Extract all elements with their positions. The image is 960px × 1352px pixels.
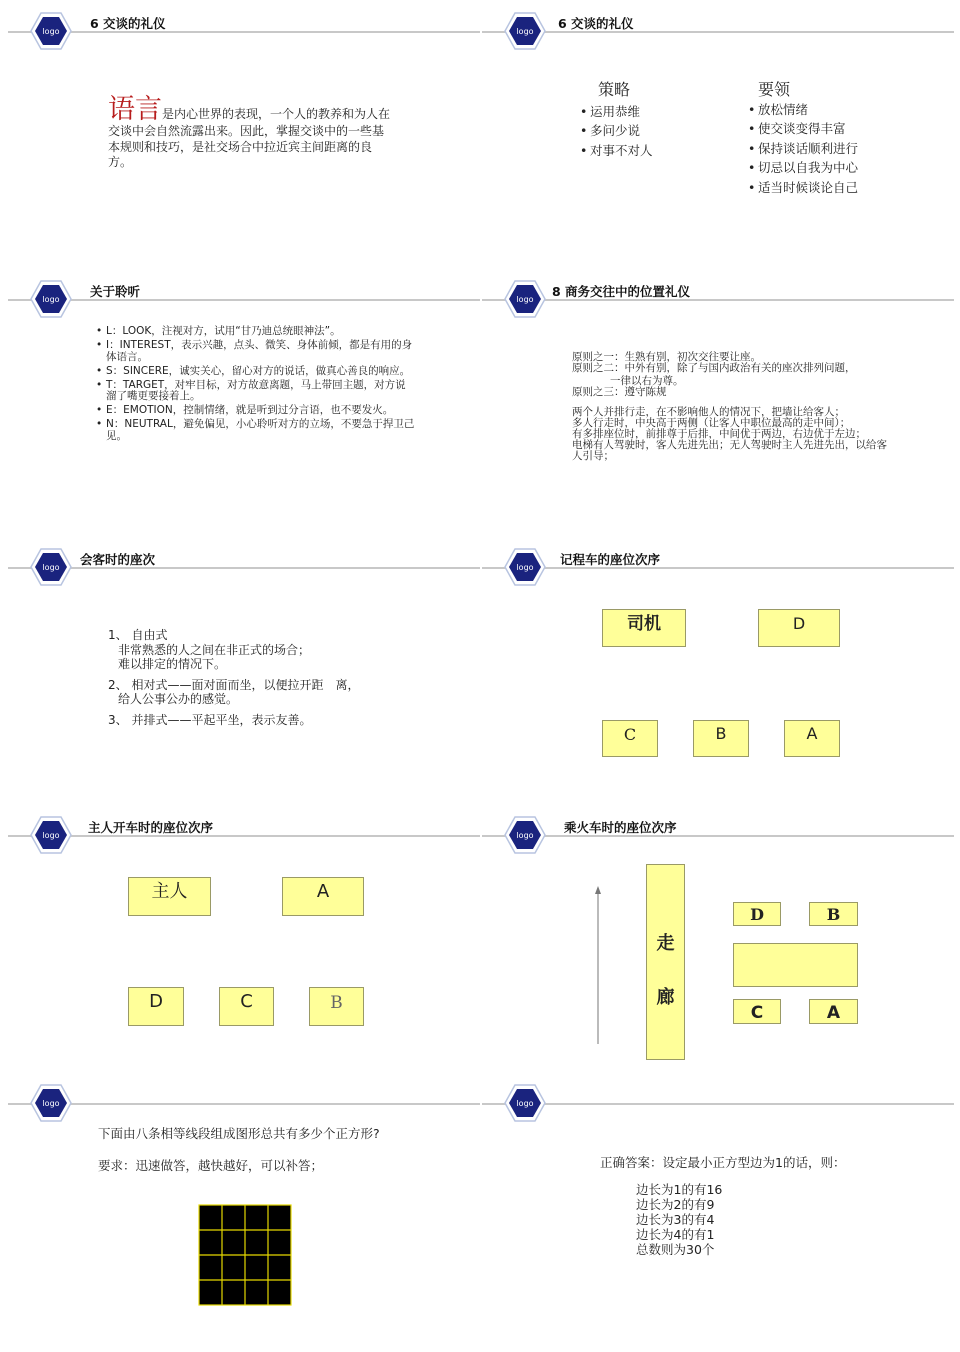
essentials-list bbox=[748, 100, 858, 198]
corridor bbox=[646, 864, 685, 1060]
meeting-seating-text bbox=[108, 628, 418, 727]
direction-arrow-icon bbox=[592, 886, 604, 1046]
header-divider bbox=[8, 31, 480, 33]
logo-badge bbox=[504, 10, 546, 52]
logo-text: logo bbox=[42, 563, 60, 572]
principle-2-cont: 一律以右为尊。 bbox=[610, 375, 684, 387]
list-item: • 多问少说 bbox=[580, 121, 653, 141]
logo-badge bbox=[30, 10, 72, 52]
seat-d: D bbox=[733, 902, 781, 926]
item-1-line-b: 难以排定的情况下。 bbox=[118, 657, 227, 671]
answer-item: 边长为4的有1 bbox=[636, 1227, 715, 1242]
seat-b: B bbox=[693, 720, 749, 757]
answer-list bbox=[636, 1182, 722, 1257]
slide-title: 主人开车时的座位次序 bbox=[88, 820, 214, 835]
seat-d: D bbox=[128, 987, 184, 1026]
answer-item: 边长为2的有9 bbox=[636, 1197, 715, 1212]
principle-2: 原则之二：中外有别，除了与国内政治有关的座次排列问题， bbox=[572, 362, 856, 374]
seat-a: A bbox=[809, 999, 858, 1024]
header-divider bbox=[8, 1103, 480, 1105]
list-item: • 保持谈话顺利进行 bbox=[748, 139, 858, 159]
logo-badge bbox=[30, 1082, 72, 1124]
list-item: • 放松情绪 bbox=[748, 100, 858, 120]
essentials-column bbox=[748, 80, 858, 197]
header-divider bbox=[8, 299, 480, 301]
answer-item: 边长为3的有4 bbox=[636, 1212, 715, 1227]
logo-text: logo bbox=[42, 831, 60, 840]
item-3: 3、 并排式——平起平坐，表示友善。 bbox=[108, 712, 312, 727]
puzzle-question: 下面由八条相等线段组成图形总共有多少个正方形? bbox=[98, 1126, 380, 1141]
logo-badge bbox=[30, 278, 72, 320]
list-item: • E：EMOTION，控制情绪，就是听到过分言语，也不要发火。 bbox=[96, 405, 416, 417]
header-divider bbox=[482, 31, 954, 33]
slide-6 bbox=[480, 538, 954, 802]
item-1-line-a: 非常熟悉的人之间在非正式的场合； bbox=[118, 642, 311, 657]
logo-text: logo bbox=[42, 1099, 60, 1108]
header-divider bbox=[8, 835, 480, 837]
slide-7 bbox=[6, 806, 480, 1070]
slide-title: 6 交谈的礼仪 bbox=[558, 16, 634, 31]
list-item: • 对事不对人 bbox=[580, 141, 653, 161]
seat-a: A bbox=[282, 877, 364, 916]
slide-title: 会客时的座次 bbox=[80, 552, 156, 567]
corridor-label-2: 廊 bbox=[656, 987, 675, 1008]
position-etiquette-text bbox=[572, 352, 892, 462]
header-divider bbox=[482, 1103, 954, 1105]
logo-text: logo bbox=[42, 295, 60, 304]
language-paragraph bbox=[108, 96, 394, 171]
square-grid-figure bbox=[198, 1204, 292, 1306]
seat-d: D bbox=[758, 609, 840, 647]
logo-text: logo bbox=[516, 295, 534, 304]
seat-c: C bbox=[219, 987, 274, 1026]
list-item: • N：NEUTRAL，避免偏见，小心聆听对方的立场，不要急于捍卫己见。 bbox=[96, 419, 416, 442]
strategy-column bbox=[580, 80, 653, 160]
slide-title: 8 商务交往中的位置礼仪 bbox=[552, 284, 691, 299]
slide-8 bbox=[480, 806, 954, 1070]
rule-group: 多人行走时，中央高于两侧（让客人中职位最高的走中间）； bbox=[572, 417, 851, 429]
header-divider bbox=[482, 835, 954, 837]
slide-title: 记程车的座位次序 bbox=[560, 552, 661, 567]
principle-3: 原则之三：遵守陈规 bbox=[572, 386, 667, 398]
list-item: • L：LOOK，注视对方，试用“甘乃迪总统眼神法”。 bbox=[96, 326, 416, 338]
rule-rows: 有多排座位时，前排尊于后排，中间优于两边，右边优于左边； bbox=[572, 428, 866, 440]
logo-text: logo bbox=[42, 27, 60, 36]
list-item: • T：TARGET，对牢目标，对方故意离题，马上带回主题，对方说溜了嘴更要接着上。 bbox=[96, 380, 416, 403]
logo-text: logo bbox=[516, 563, 534, 572]
logo-badge bbox=[504, 1082, 546, 1124]
list-item: • 适当时候谈论自己 bbox=[748, 178, 858, 198]
seat-c: C bbox=[733, 999, 781, 1024]
seat-b: B bbox=[809, 902, 858, 926]
list-item: • 运用恭维 bbox=[580, 102, 653, 122]
answer-intro: 正确答案：设定最小正方型边为1的话，则： bbox=[600, 1155, 846, 1170]
strategy-heading: 策略 bbox=[598, 80, 631, 99]
slide-title: 乘火车时的座位次序 bbox=[564, 820, 677, 835]
header-divider bbox=[482, 567, 954, 569]
logo-badge bbox=[30, 546, 72, 588]
answer-item: 边长为1的有16 bbox=[636, 1182, 723, 1197]
principle-1: 原则之一：生熟有别，初次交往要让座。 bbox=[572, 351, 761, 363]
table bbox=[733, 943, 858, 987]
slide-2 bbox=[480, 2, 954, 266]
seat-host: 主人 bbox=[128, 877, 211, 916]
list-item: • I：INTEREST，表示兴趣，点头、微笑、身体前倾，都是有用的身体语言。 bbox=[96, 340, 416, 363]
logo-badge bbox=[30, 814, 72, 856]
item-1: 1、 自由式 bbox=[108, 628, 168, 642]
list-item: • S：SINCERE，诚实关心，留心对方的说话，做真心善良的响应。 bbox=[96, 366, 416, 378]
logo-badge bbox=[504, 278, 546, 320]
highlight-word: 语言 bbox=[108, 94, 162, 125]
list-item: • 使交谈变得丰富 bbox=[748, 119, 858, 139]
rule-walking: 两个人并排行走，在不影响他人的情况下，把墙让给客人； bbox=[572, 406, 845, 418]
rule-elevator: 电梯有人驾驶时，客人先进先出；无人驾驶时主人先进先出，以给客人引导； bbox=[572, 439, 887, 462]
seat-a: A bbox=[784, 720, 840, 757]
list-item: • 切忌以自我为中心 bbox=[748, 158, 858, 178]
item-2-line-a: 给人公事公办的感觉。 bbox=[118, 692, 239, 706]
slide-title: 关于聆听 bbox=[90, 284, 141, 299]
puzzle-requirement: 要求：迅速做答，越快越好，可以补答； bbox=[98, 1158, 324, 1173]
logo-text: logo bbox=[516, 27, 534, 36]
slide-title: 6 交谈的礼仪 bbox=[90, 16, 166, 31]
corridor-label-1: 走 bbox=[656, 933, 675, 954]
paragraph-body: 是内心世界的表现，一个人的教养和为人在交谈中会自然流露出来。因此，掌握交谈中的一些基本规则和技巧，是社交场合中拉近宾主间距离的良方。 bbox=[108, 107, 391, 169]
essentials-heading: 要领 bbox=[758, 80, 791, 99]
seat-c: C bbox=[602, 720, 658, 757]
logo-badge bbox=[504, 546, 546, 588]
seat-b: B bbox=[309, 987, 364, 1026]
seat-driver: 司机 bbox=[602, 609, 686, 647]
answer-item: 总数则为30个 bbox=[636, 1242, 715, 1257]
item-2: 2、 相对式——面对面而坐，以便拉开距 离， bbox=[108, 677, 360, 692]
logo-text: logo bbox=[516, 1099, 534, 1108]
header-divider bbox=[8, 567, 480, 569]
listening-list bbox=[96, 326, 416, 445]
logo-badge bbox=[504, 814, 546, 856]
strategy-list bbox=[580, 102, 653, 161]
logo-text: logo bbox=[516, 831, 534, 840]
